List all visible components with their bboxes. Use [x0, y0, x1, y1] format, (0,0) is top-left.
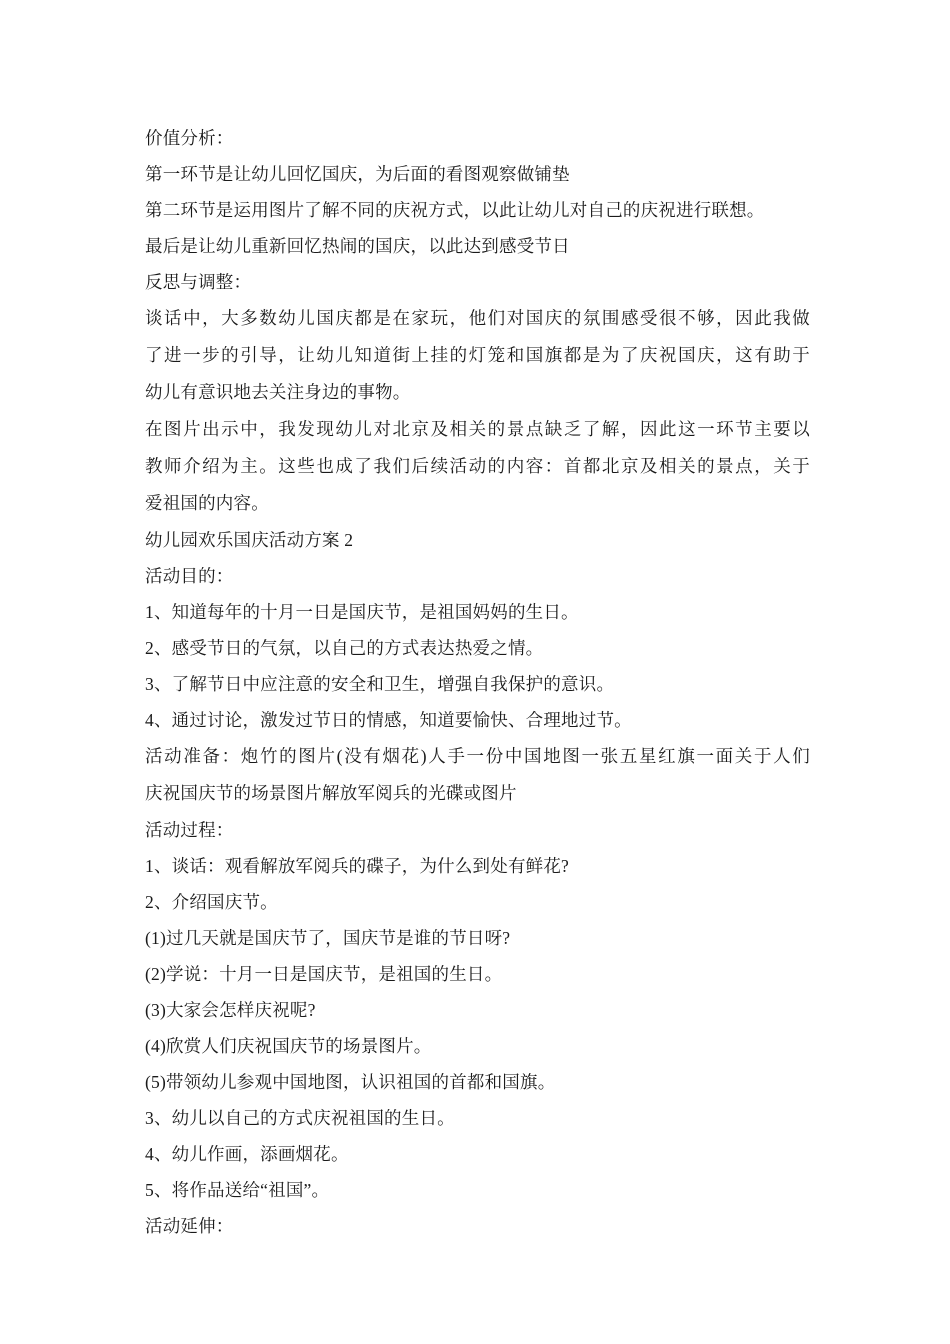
- heading-plan-2: 幼儿园欢乐国庆活动方案 2: [145, 530, 354, 550]
- heading-value-analysis: 价值分析：: [145, 128, 234, 148]
- process-subitem-5: (5)带领幼儿参观中国地图，认识祖国的首都和国旗。: [145, 1072, 556, 1092]
- heading-activity-process: 活动过程：: [145, 820, 234, 840]
- paragraph-step-two: 第二环节是运用图片了解不同的庆祝方式，以此让幼儿对自己的庆祝进行联想。: [145, 200, 765, 220]
- paragraph-line: 幼儿有意识地去关注身边的事物。: [145, 382, 411, 402]
- goal-item-2: 2、感受节日的气氛，以自己的方式表达热爱之情。: [145, 638, 544, 658]
- paragraph-line: 教师介绍为主。这些也成了我们后续活动的内容：首都北京及相关的景点，关于: [145, 456, 810, 476]
- paragraph-reflection-pictures: [145, 411, 810, 522]
- process-item-4: 4、幼儿作画，添画烟花。: [145, 1144, 349, 1164]
- paragraph-line: 了进一步的引导，让幼儿知道街上挂的灯笼和国旗都是为了庆祝国庆，这有助于: [145, 345, 810, 365]
- paragraph-line: 庆祝国庆节的场景图片解放军阅兵的光碟或图片: [145, 783, 517, 803]
- document-page: [145, 120, 810, 1244]
- process-item-3: 3、幼儿以自己的方式庆祝祖国的生日。: [145, 1108, 455, 1128]
- process-subitem-3: (3)大家会怎样庆祝呢?: [145, 1000, 316, 1020]
- process-subitem-4: (4)欣赏人们庆祝国庆节的场景图片。: [145, 1036, 432, 1056]
- paragraph-line: 在图片出示中，我发现幼儿对北京及相关的景点缺乏了解，因此这一环节主要以: [145, 419, 810, 439]
- paragraph-step-one: 第一环节是让幼儿回忆国庆，为后面的看图观察做铺垫: [145, 164, 570, 184]
- process-subitem-2: (2)学说：十月一日是国庆节，是祖国的生日。: [145, 964, 503, 984]
- goal-item-3: 3、了解节日中应注意的安全和卫生，增强自我保护的意识。: [145, 674, 615, 694]
- process-item-2: 2、介绍国庆节。: [145, 892, 278, 912]
- heading-activity-extension: 活动延伸：: [145, 1216, 234, 1236]
- heading-activity-goals: 活动目的：: [145, 566, 234, 586]
- heading-reflection: 反思与调整：: [145, 272, 252, 292]
- paragraph-activity-preparation: [145, 738, 810, 812]
- goal-item-4: 4、通过讨论，激发过节日的情感，知道要愉快、合理地过节。: [145, 710, 632, 730]
- process-item-5: 5、将作品送给“祖国”。: [145, 1180, 330, 1200]
- paragraph-final-step: 最后是让幼儿重新回忆热闹的国庆，以此达到感受节日: [145, 236, 570, 256]
- process-item-1: 1、谈话：观看解放军阅兵的碟子，为什么到处有鲜花?: [145, 856, 570, 876]
- paragraph-line: 爱祖国的内容。: [145, 493, 269, 513]
- paragraph-line: 活动准备：炮竹的图片(没有烟花)人手一份中国地图一张五星红旗一面关于人们: [145, 746, 810, 766]
- paragraph-line: 谈话中，大多数幼儿国庆都是在家玩，他们对国庆的氛围感受很不够，因此我做: [145, 308, 810, 328]
- goal-item-1: 1、知道每年的十月一日是国庆节，是祖国妈妈的生日。: [145, 602, 579, 622]
- paragraph-reflection-talk: [145, 300, 810, 411]
- process-subitem-1: (1)过几天就是国庆节了，国庆节是谁的节日呀?: [145, 928, 511, 948]
